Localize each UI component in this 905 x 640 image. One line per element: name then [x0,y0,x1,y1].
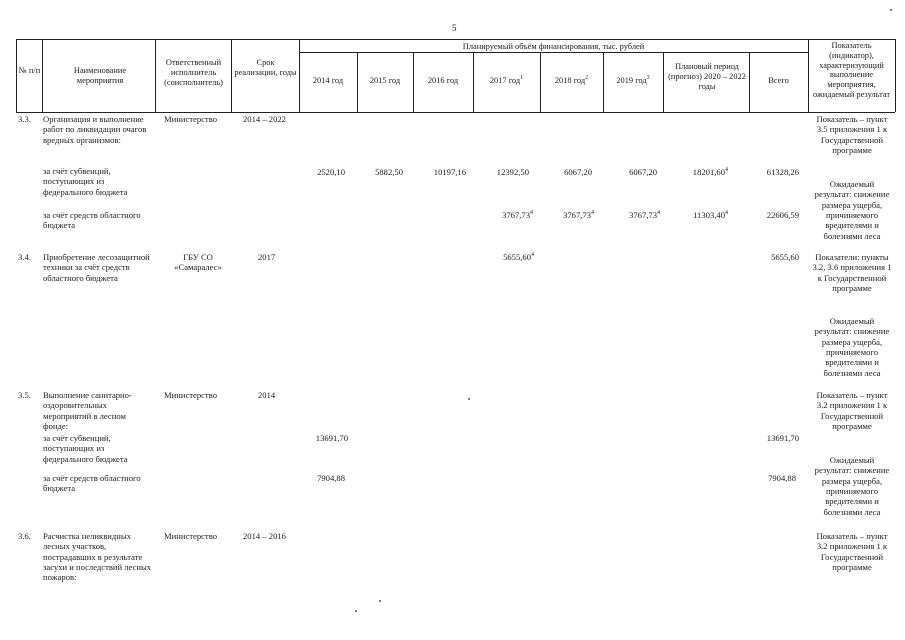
scan-speck [468,398,470,400]
header-name: Наименование мероприятия [73,66,127,86]
row-3-3-sub1-2016: 10197,16 [433,167,466,177]
row-3-3-name: Организация и выполнение работ по ликвидации очагов вредных организмов: [43,114,147,145]
row-3-5-name: Выполнение санитарно-оздоровительных мероприятий в лесном фонде: [43,390,132,431]
row-3-3-term: 2014 – 2022 [243,114,286,124]
row-3-5-result: Ожидаемый результат: снижение размера ущерба, причиняемого вредителями и болезнями леса [814,455,890,517]
header-2016: 2016 год [427,76,459,85]
scan-speck [355,610,357,612]
header-total: Всего [768,76,789,85]
row-3-4-2017: 5655,60$^4$ [503,252,534,262]
row-3-4-num: 3.4. [18,252,31,262]
row-3-4-total: 5655,60 [771,252,799,262]
row-3-5-sub2-2014: 7904,88 [317,473,345,483]
header-indicator: Показатель (индикатор), характеризующий выполнение мероприятия, ожидаемый результат [812,41,890,99]
row-3-5-sub2-label: за счёт средств областного бюджета [43,473,141,494]
row-3-3-sub2-2018: 3767,73$^4$ [563,210,594,220]
row-3-4-executor: ГБУ СО «Самаралес» [174,252,222,273]
row-3-6-executor: Министерство [164,531,217,541]
row-3-6-term: 2014 – 2016 [243,531,286,541]
row-3-4-indicator: Показатели: пункты 3.2, 3.6 приложения 1 к Государственной программе [812,252,892,293]
header-financing-title: Планируемый объём финансирования, тыс. рублей [462,42,645,51]
row-3-3-sub2-2019: 3767,73$^4$ [629,210,660,220]
row-3-5-term: 2014 [258,390,276,400]
row-3-6-num: 3.6. [18,531,31,541]
row-3-5-num: 3.5. [18,390,31,400]
row-3-3-sub1-2017: 12392,50 [496,167,529,177]
row-3-3-sub2-label: за счёт средств областного бюджета [43,210,141,231]
row-3-5-sub1-2014: 13691,70 [315,433,348,443]
row-3-3-indicator: Показатель – пункт 3.5 приложения 1 к Государственной программе [816,114,888,155]
row-3-5-executor: Министерство [164,390,217,400]
row-3-5-sub1-total: 13691,70 [766,433,799,443]
row-3-3-sub1-2018: 6067,20 [564,167,592,177]
row-3-3-sub1-2015: 5882,50 [375,167,403,177]
row-3-6-name: Расчистка неликвидных лесных участков, пострадавших в результате засухи и последствий лесных пожаров: [43,531,152,583]
row-3-3-sub1-2019: 6067,20 [629,167,657,177]
row-3-5-sub2-total: 7904,88 [768,473,796,483]
row-3-4-result: Ожидаемый результат: снижение размера ущерба, причиняемого вредителями и болезнями леса [814,316,890,378]
row-3-3-sub2-plan: 11303,40$^4$ [693,210,728,220]
row-3-4-name: Приобретение лесозащитной техники за счёт средств областного бюджета [43,252,150,283]
row-3-3-sub1-plan: 18201,60$^4$ [692,167,728,177]
scan-speck [890,9,892,11]
header-term: Срок реализации, годы [234,58,297,78]
header-num: № п/п [18,66,41,75]
row-3-3-executor: Министерство [164,114,217,124]
row-3-5-indicator: Показатель – пункт 3.2 приложения 1 к Государственной программе [816,390,888,431]
header-2014: 2014 год [312,76,344,85]
row-3-3-sub2-total: 22606,59 [766,210,799,220]
row-3-3-num: 3.3. [18,114,31,124]
header-plan-period: Плановый период (прогноз) 2020 – 2022 годы [668,62,746,92]
scan-speck [379,600,381,602]
page-number: 5 [452,23,457,33]
header-2017: 2017 год$^1$ [489,75,524,85]
row-3-3-sub1-label: за счёт субвенций, поступающих из федерального бюджета [43,166,128,197]
row-3-5-sub1-label: за счёт субвенций, поступающих из федерального бюджета [43,433,128,464]
row-3-3-sub2-2017: 3767,73$^4$ [502,210,533,220]
header-2019: 2019 год$^3$ [616,75,650,85]
row-3-3-sub1-total: 61328,26 [766,167,799,177]
row-3-4-term: 2017 [258,252,276,262]
header-executor: Ответственный исполнитель (соисполнитель) [164,58,223,88]
row-3-3-sub1-2014: 2520,10 [317,167,345,177]
header-2018: 2018 год$^2$ [554,75,589,85]
row-3-6-indicator: Показатель – пункт 3.2 приложения 1 к Государственной программе [816,531,888,572]
header-2015: 2015 год [369,76,401,85]
row-3-3-result: Ожидаемый результат: снижение размера ущерба, причиняемого вредителями и болезнями леса [814,179,890,241]
